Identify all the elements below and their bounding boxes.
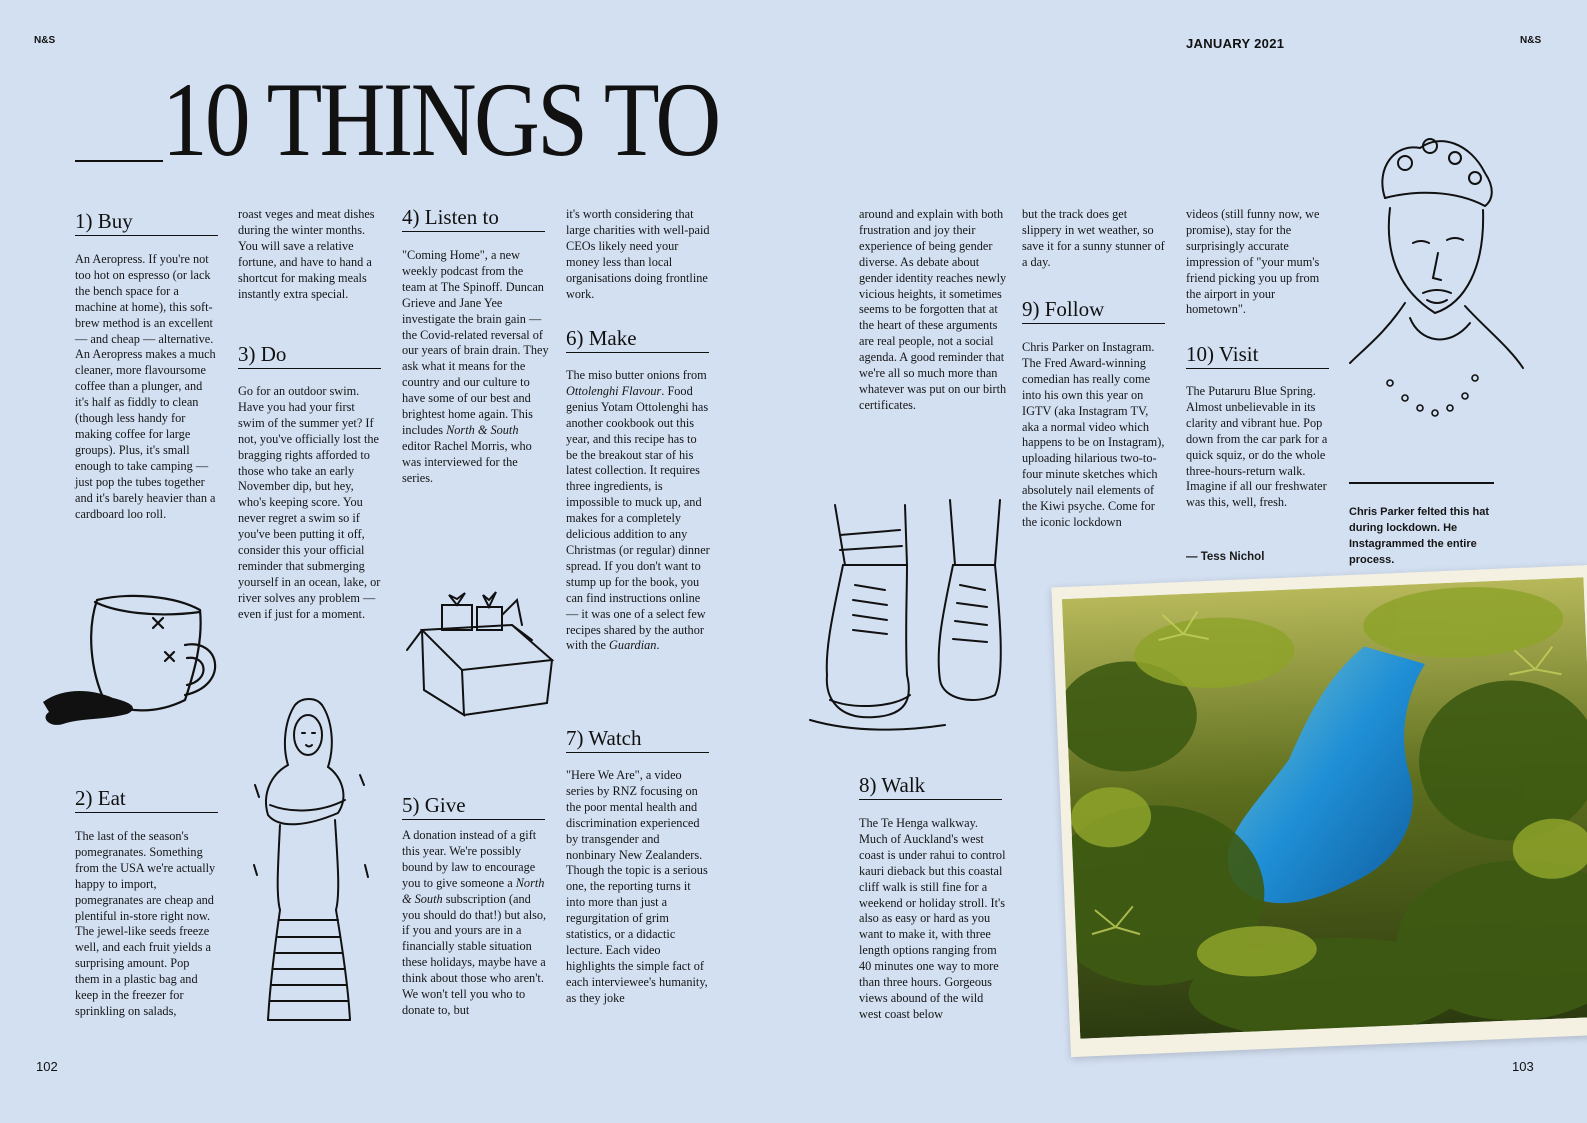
logo-left: N&S — [34, 35, 56, 46]
boots-illustration — [795, 495, 1010, 745]
portrait-illustration — [1345, 128, 1525, 448]
body-give: A donation instead of a gift this year. We're possibly bound by law to encourage you to give someone a North & South subscription (and you should do that!) but also, if you and yours are in a financially stable situation these holidays, maybe have a think about those who aren't. We won't tell you who to donate to, but — [402, 828, 547, 1017]
body-give-emphasis: North & South — [402, 875, 545, 906]
woman-illustration — [240, 695, 380, 1030]
body-follow: Chris Parker on Instagram. The Fred Award-winning comedian has really come into his own this year on IGTV (aka Instagram TV, aka a normal video which happens to be on Instagram), uploading hilarious two-to-four minute sketches which absolutely nail elements of the Kiwi psyche. Come for the iconic lockdown — [1022, 340, 1165, 529]
gift-box-illustration — [402, 585, 557, 720]
page-number-left: 102 — [36, 1059, 58, 1074]
heading-do: 3) Do — [238, 341, 381, 369]
heading-follow: 9) Follow — [1022, 296, 1165, 324]
body-buy: An Aeropress. If you're not too hot on espresso (or lack the bench space for a machine at home), this soft-brew method is an excellent — and cheap — alternative. An Aeropress makes a much cleaner, more flavoursome coffee than a plunger, and it's half as fiddly to clean (though less handy for making coffee for large groups). Plus, it's small enough to take camping — just pop the tubes together and it's barely heavier than a cardboard loo roll. — [75, 252, 216, 521]
body-listen-emphasis: North & South — [446, 422, 519, 437]
body-watch-continued: around and explain with both frustration and joy their experience of being gender diverse. As debate about gender identity reaches newly vicious heights, it sometimes seems to be forgotten that at the heart of these arguments are real people, not a social agenda. A good reminder that we're all so much more than whatever was put on our birth certificates. — [859, 207, 1007, 412]
heading-give: 5) Give — [402, 792, 545, 820]
title-rule — [75, 160, 163, 162]
heading-listen: 4) Listen to — [402, 204, 545, 232]
photo-caption: Chris Parker felted this hat during lockdown. He Instagrammed the entire process. — [1349, 506, 1489, 566]
body-walk-continued: but the track does get slippery in wet weather, so save it for a sunny stunner of a day. — [1022, 207, 1165, 269]
body-walk: The Te Henga walkway. Much of Auckland's west coast is under rahui to control kauri dieback but this coastal cliff walk is still fine for a weekend or holiday stroll. It's also as easy or hard as you want to make it, with three length options ranging from 40 minutes one way to more than three hours. Gorgeous views abound of the wild west coast below — [859, 816, 1006, 1021]
body-make-emphasis-2: Guardian — [609, 638, 657, 653]
author-signature: — Tess Nichol — [1186, 551, 1265, 563]
blue-spring-photo — [1062, 577, 1587, 1038]
heading-eat: 2) Eat — [75, 785, 218, 813]
body-do: Go for an outdoor swim. Have you had your first swim of the summer yet? If not, you've officially lost the bragging rights afforded to those who take an early November dip, but hey, who's keeping score. You never regret a swim so if you've been putting it off, consider this your official reminder that submerging yourself in an ocean, lake, or river solves any problem — even if just for a moment. — [238, 384, 381, 621]
caption-rule — [1349, 482, 1494, 484]
body-follow-continued: videos (still funny now, we promise), stay for the surprisingly accurate impression of "your mum's friend picking you up from the airport in your hometown". — [1186, 207, 1320, 317]
body-eat: The last of the season's pomegranates. Something from the USA we're actually happy to import, pomegranates are cheap and plentiful in-store right now. The jewel-like seeds freeze well, and each fruit yields a surprising amount. Pop them in a plastic bag and keep in the freezer for sprinkling on salads, — [75, 829, 216, 1018]
issue-month: JANUARY 2021 — [1186, 36, 1285, 51]
body-eat-continued: roast veges and meat dishes during the winter months. You will save a relative fortune, and have to hand a shortcut for making meals instantly extra special. — [238, 207, 375, 301]
spilled-mug-illustration — [35, 590, 230, 730]
body-listen: "Coming Home", a new weekly podcast from the team at The Spinoff. Duncan Grieve and Jane Yee investigate the brain gain — the Covid-related reversal of our years of brain drain. They ask what it means for the country and our culture to have some of our best and brightest home again. This includes North & South editor Rachel Morris, who was interviewed for the series. — [402, 248, 549, 485]
photo-frame — [1051, 565, 1587, 1057]
heading-walk: 8) Walk — [859, 772, 1002, 800]
heading-make: 6) Make — [566, 325, 709, 353]
page-number-right: 103 — [1512, 1059, 1534, 1074]
heading-visit: 10) Visit — [1186, 341, 1329, 369]
body-make-emphasis: Ottolenghi Flavour — [566, 383, 662, 398]
page-title: 10 THINGS TO — [162, 61, 719, 178]
body-visit: The Putaruru Blue Spring. Almost unbelievable in its clarity and vibrant hue. Pop down from the car park for a quick squiz, or do the whole three-hours-return walk. Imagine if all our freshwater was this, well, fresh. — [1186, 384, 1328, 510]
body-give-continued: it's worth considering that large charities with well-paid CEOs likely need your money less than local organisations doing frontline work. — [566, 207, 710, 301]
body-watch: "Here We Are", a video series by RNZ focusing on the poor mental health and discrimination experienced by transgender and nonbinary New Zealanders. Though the topic is a serious one, the reporting turns it into more than just a regurgitation of grim statistics, or a didactic lecture. Each video highlights the simple fact of each interviewee's humanity, as they joke — [566, 768, 708, 1005]
logo-right: N&S — [1520, 35, 1542, 46]
heading-buy: 1) Buy — [75, 208, 218, 236]
body-make: The miso butter onions from Ottolenghi Flavour. Food genius Yotam Ottolenghi has another cookbook out this year, and this recipe has to be the breakout star of his latest collection. It requires three ingredients, is impossible to muck up, and makes for a completely delicious addition to any Christmas (or regular) dinner spread. If you don't want to stump up for the book, you can find instructions online — it was one of a select few recipes shared by the author with the Guardian. — [566, 368, 710, 653]
heading-watch: 7) Watch — [566, 725, 709, 753]
